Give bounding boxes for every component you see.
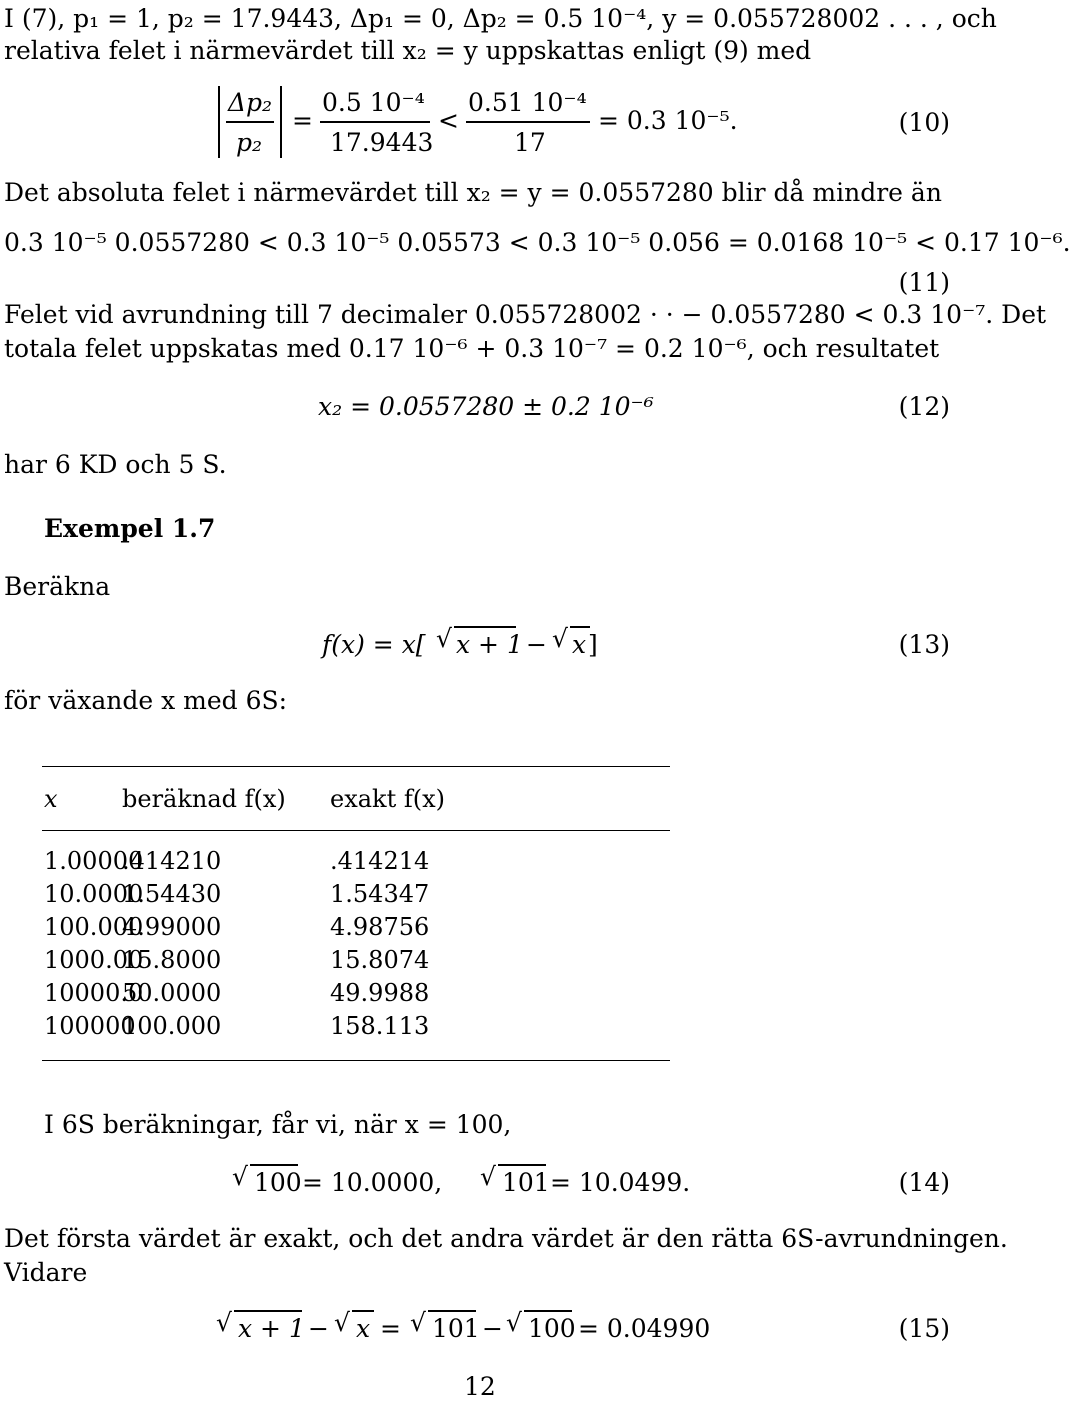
sqrt-bar xyxy=(454,626,516,628)
table-cell: 10000.0 xyxy=(44,979,144,1007)
table-cell: 49.9988 xyxy=(330,979,430,1007)
sqrt-bar xyxy=(570,626,590,628)
equation-12: x₂ = 0.0557280 ± 0.2 10⁻⁶ xyxy=(318,392,654,421)
table-bottom-rule xyxy=(42,1060,670,1061)
eq13-lhs: f(x) = x[ xyxy=(322,630,426,659)
sqrt-bar xyxy=(524,1310,572,1312)
eq14-b-inner: 101 xyxy=(502,1168,550,1197)
table-cell: .414214 xyxy=(330,847,430,875)
eq10-frac1-bar xyxy=(226,121,274,123)
eq10-den1: p₂ xyxy=(236,128,263,157)
eq15-rest: = 0.04990 xyxy=(578,1314,711,1343)
table-cell: 100000 xyxy=(44,1012,136,1040)
sqrt-symbol: √ xyxy=(436,624,452,653)
eq10-frac3-bar xyxy=(466,121,590,123)
text-line-6: har 6 KD och 5 S. xyxy=(4,450,227,479)
eq13-inner1: x + 1 xyxy=(456,630,523,659)
table-cell: 4.98756 xyxy=(330,913,430,941)
text-line-4: Felet vid avrundning till 7 decimaler 0.055728002 · · − 0.0557280 < 0.3 10⁻⁷. Det xyxy=(4,300,1047,329)
sqrt-symbol: √ xyxy=(552,624,568,653)
text-line-7: Beräkna xyxy=(4,572,111,601)
sqrt-symbol: √ xyxy=(232,1162,248,1191)
eq15-tag: (15) xyxy=(898,1314,950,1343)
eq14-tag: (14) xyxy=(898,1168,950,1197)
eq15-i1: x + 1 xyxy=(238,1314,305,1343)
sqrt-symbol: √ xyxy=(480,1162,496,1191)
eq15-m1: − xyxy=(308,1314,329,1343)
table-cell: 1.54430 xyxy=(122,880,222,908)
table-cell: 100.000 xyxy=(44,913,144,941)
eq15-i3: 101 xyxy=(432,1314,480,1343)
sqrt-symbol: √ xyxy=(506,1308,522,1337)
sqrt-symbol: √ xyxy=(216,1308,232,1337)
eq15-eq: = xyxy=(380,1314,401,1343)
table-cell: 158.113 xyxy=(330,1012,430,1040)
eq12-tag: (12) xyxy=(898,392,950,421)
eq14-b-rest: = 10.0499. xyxy=(550,1168,691,1197)
table-cell: 100.000 xyxy=(122,1012,222,1040)
equation-11: 0.3 10⁻⁵ 0.0557280 < 0.3 10⁻⁵ 0.05573 < 0.3 10⁻⁵ 0.056 = 0.0168 10⁻⁵ < 0.17 10⁻⁶. xyxy=(4,228,1071,257)
eq15-m2: − xyxy=(482,1314,503,1343)
example-title: Exempel 1.7 xyxy=(44,514,216,543)
table-cell: 1000.00 xyxy=(44,946,144,974)
table-cell: 4.99000 xyxy=(122,913,222,941)
table-cell: 15.8074 xyxy=(330,946,430,974)
text-line-9: I 6S beräkningar, får vi, när x = 100, xyxy=(44,1110,512,1139)
eq15-i2: x xyxy=(356,1314,371,1343)
eq13-inner2: x xyxy=(572,630,587,659)
sqrt-bar xyxy=(352,1310,374,1312)
eq14-a-inner: 100 xyxy=(254,1168,302,1197)
eq13-tag: (13) xyxy=(898,630,950,659)
eq10-rhs: = 0.3 10⁻⁵. xyxy=(598,106,738,135)
eq10-eq1: = xyxy=(292,106,313,135)
table-cell: 10.0000 xyxy=(44,880,144,908)
abs-bar-right xyxy=(280,86,282,158)
table-cell: 1.00000 xyxy=(44,847,144,875)
table-cell: .414210 xyxy=(122,847,222,875)
table-header-x: x xyxy=(44,785,58,813)
eq10-frac2-bar xyxy=(320,121,430,123)
eq13-close: ] xyxy=(588,630,598,659)
sqrt-bar xyxy=(428,1310,476,1312)
table-cell: 15.8000 xyxy=(122,946,222,974)
eq15-i4: 100 xyxy=(528,1314,576,1343)
sqrt-bar xyxy=(498,1164,546,1166)
table-header-computed: beräknad f(x) xyxy=(122,785,286,813)
sqrt-symbol: √ xyxy=(334,1308,350,1337)
text-line-8: för växande x med 6S: xyxy=(4,686,288,715)
text-line-2: relativa felet i närmevärdet till x₂ = y uppskattas enligt (9) med xyxy=(4,36,812,65)
text-line-11: Vidare xyxy=(4,1258,88,1287)
text-line-3: Det absoluta felet i närmevärdet till x₂ = y = 0.0557280 blir då mindre än xyxy=(4,178,942,207)
sqrt-symbol: √ xyxy=(410,1308,426,1337)
eq14-a-rest: = 10.0000, xyxy=(302,1168,443,1197)
table-cell: 50.0000 xyxy=(122,979,222,1007)
table-header-rule xyxy=(42,830,670,831)
eq10-tag: (10) xyxy=(898,108,950,137)
eq10-den3: 17 xyxy=(514,128,546,157)
abs-bar-left xyxy=(218,86,220,158)
text-line-1: I (7), p₁ = 1, p₂ = 17.9443, Δp₁ = 0, Δp₂ = 0.5 10⁻⁴, y = 0.055728002 . . . , och xyxy=(4,4,997,33)
eq10-den2: 17.9443 xyxy=(330,128,434,157)
eq10-lt: < xyxy=(438,106,459,135)
eq10-num3: 0.51 10⁻⁴ xyxy=(468,88,587,117)
table-header-exact: exakt f(x) xyxy=(330,785,446,813)
page-number: 12 xyxy=(464,1372,496,1401)
sqrt-bar xyxy=(234,1310,302,1312)
eq10-num2: 0.5 10⁻⁴ xyxy=(322,88,425,117)
eq10-num1: Δp₂ xyxy=(228,88,273,117)
eq11-tag: (11) xyxy=(898,268,950,297)
table-top-rule xyxy=(42,766,670,767)
text-line-5: totala felet uppskatas med 0.17 10⁻⁶ + 0.3 10⁻⁷ = 0.2 10⁻⁶, och resultatet xyxy=(4,334,940,363)
sqrt-bar xyxy=(250,1164,298,1166)
table-cell: 1.54347 xyxy=(330,880,430,908)
text-line-10: Det första värdet är exakt, och det andra värdet är den rätta 6S-avrundningen. xyxy=(4,1224,1008,1253)
eq13-minus: − xyxy=(526,630,547,659)
